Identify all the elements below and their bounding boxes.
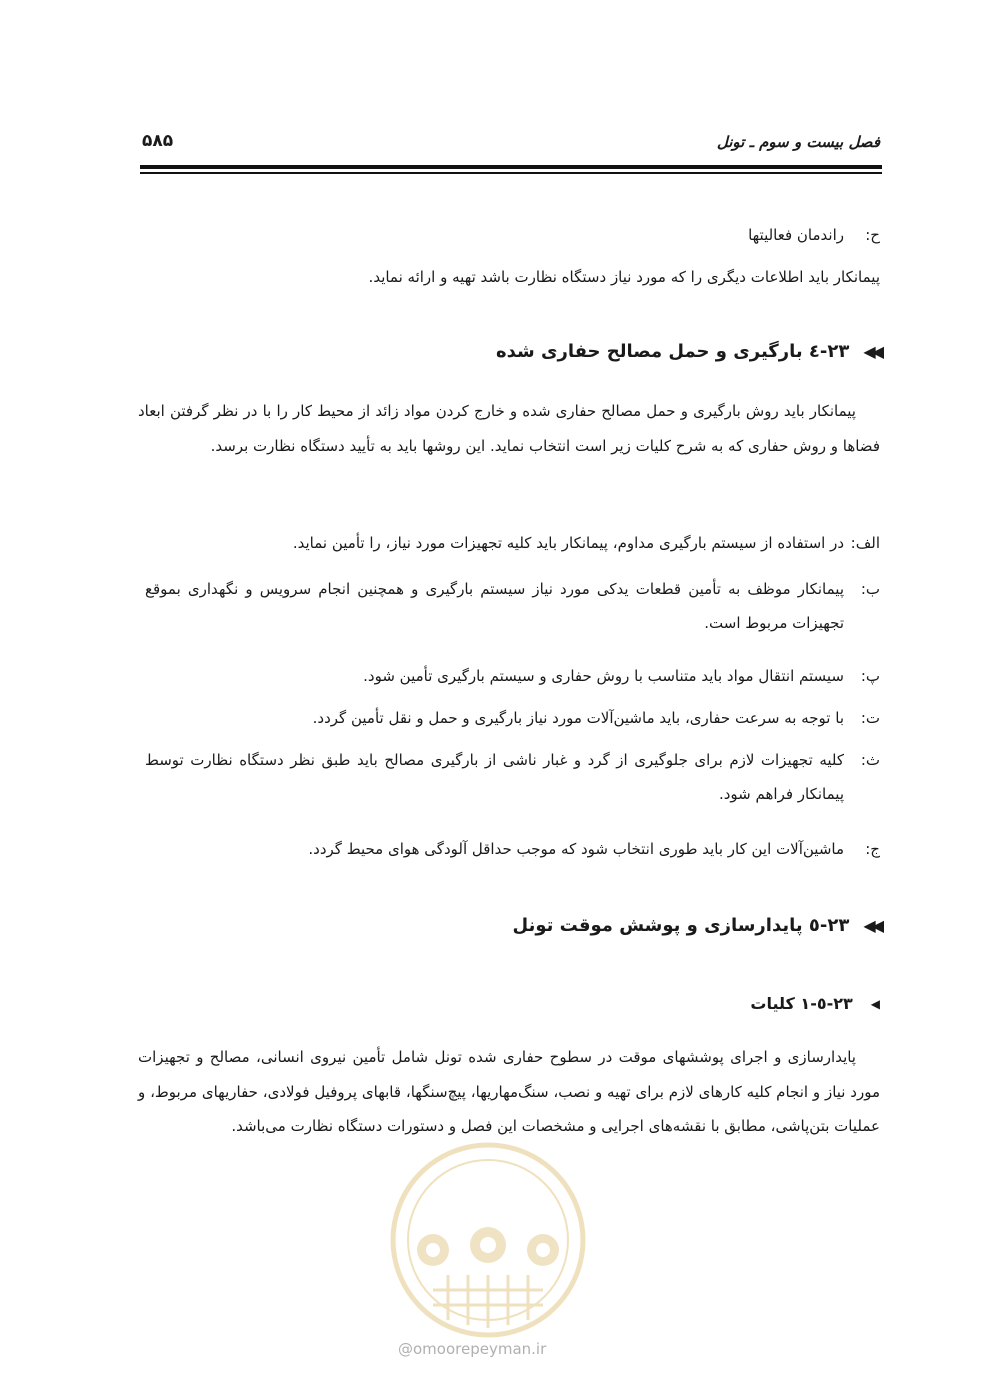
list-item-label: ب:	[860, 580, 880, 598]
section-heading	[513, 915, 880, 936]
header-rule-thin	[140, 172, 882, 174]
list-item	[145, 572, 880, 640]
list-item-label: ت:	[860, 709, 880, 727]
list-item-text: راندمان فعالیتها	[748, 226, 844, 244]
list-item-text: در استفاده از سیستم بارگیری مداوم، پیمانکار باید کلیه تجهیزات مورد نیاز، را تأمین نماید.	[292, 534, 844, 552]
page-number: ۵۸۵	[142, 131, 174, 151]
list-item-label: الف:	[850, 534, 880, 552]
watermark-url: @omoorepeyman.ir	[398, 1340, 547, 1358]
double-arrow-icon: ◀◀	[863, 342, 880, 361]
list-item-text: با توجه به سرعت حفاری، باید ماشین‌آلات مورد نیاز بارگیری و حمل و نقل تأمین گردد.	[312, 709, 844, 727]
subsection-heading	[750, 994, 880, 1013]
list-item-label: ج:	[865, 840, 880, 858]
list-item	[145, 218, 880, 252]
watermark-logo-icon	[388, 1140, 588, 1340]
top-paragraph: پیمانکار باید اطلاعات دیگری را که مورد نیاز دستگاه نظارت باشد تهیه و ارائه نماید.	[368, 268, 880, 286]
section-title: ۲۳-٥ پایدارسازی و پوشش موقت تونل	[512, 915, 850, 936]
list-item	[145, 743, 880, 811]
list-item-label: ث:	[860, 751, 880, 769]
header-rule-thick	[140, 165, 882, 169]
list-item-label: ح:	[865, 226, 880, 244]
list-item	[145, 526, 880, 560]
subsection-paragraph: پایدارسازی و اجرای پوششهای موقت در سطوح حفاری شده تونل شامل تأمین نیروی انسانی، مصالح و تجهیزات مورد نیاز و انجام کلیه کارهای لازم برای تهیه و نصب، سنگ‌مهاریها، پیچ‌سنگها، قابهای پروفیل فولادی، حفاریهای مربوط، و عملیات بتن‌پاشی، مطابق با نقشه‌های اجرایی و مشخصات این فصل و دستورات دستگاه نظارت می‌باشد.	[138, 1048, 880, 1135]
section-intro: پیمانکار باید روش بارگیری و حمل مصالح حفاری شده و خارج کردن مواد زائد از محیط کار را با در نظر گرفتن ابعاد فضاها و روش حفاری که به شرح کلیات زیر است انتخاب نماید. این روشها باید به تأیید دستگاه نظارت برسد.	[138, 402, 880, 455]
double-arrow-icon: ◀◀	[863, 916, 880, 935]
list-item-text: سیستم انتقال مواد باید متناسب با روش حفاری و سیستم بارگیری تأمین شود.	[363, 667, 844, 685]
chapter-title: فصل بیست و سوم ـ تونل	[716, 133, 880, 151]
section-heading	[496, 341, 880, 362]
list-item-text: کلیه تجهیزات لازم برای جلوگیری از گرد و غبار ناشی از بارگیری مصالح باید طبق نظر دستگاه نظارت توسط پیمانکار فراهم شود.	[145, 751, 844, 803]
list-item	[145, 701, 880, 735]
list-item	[145, 832, 880, 866]
list-item-text: پیمانکار موظف به تأمین قطعات یدکی مورد نیاز سیستم بارگیری و همچنین انجام سرویس و نگهداری بموقع تجهیزات مربوط است.	[145, 580, 844, 632]
list-item-text: ماشین‌آلات این کار باید طوری انتخاب شود که موجب حداقل آلودگی هوای محیط گردد.	[308, 840, 844, 858]
list-item-label: پ:	[860, 667, 880, 685]
section-title: ۲۳-٤ بارگیری و حمل مصالح حفاری شده	[495, 341, 850, 362]
arrow-icon: ◀	[870, 996, 880, 1011]
subsection-title: ۲۳-٥-۱ کلیات	[750, 994, 853, 1013]
list-item	[145, 659, 880, 693]
